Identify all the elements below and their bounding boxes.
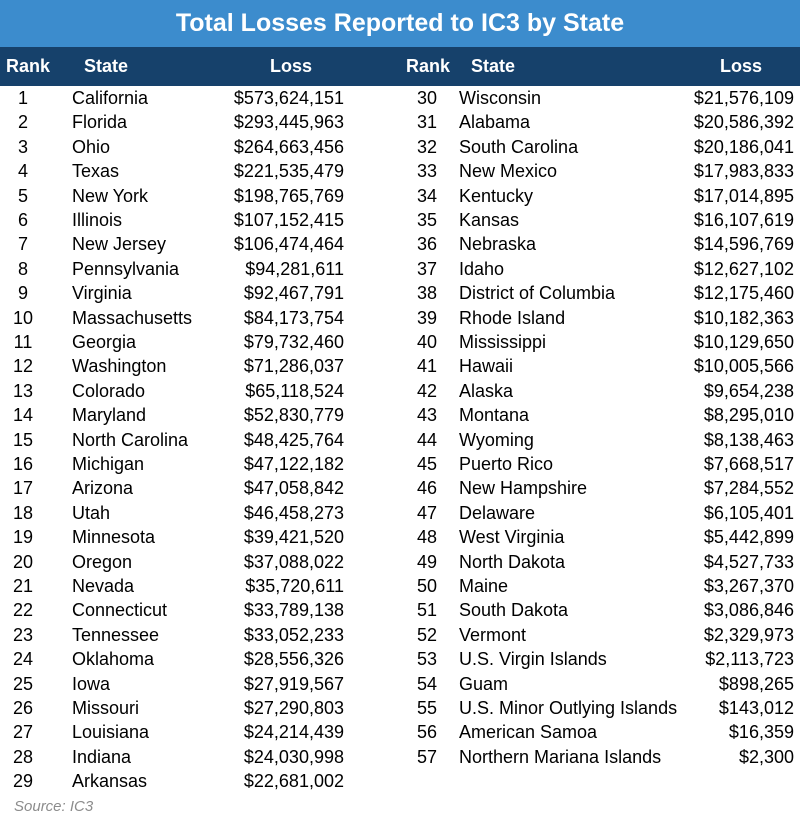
state-cell: Ohio [72, 136, 111, 157]
rank-cell: 33 [416, 161, 438, 182]
loss-cell: $8,138,463 [703, 429, 794, 450]
table-row [0, 184, 800, 208]
rank-cell: 55 [416, 698, 438, 718]
table-row [0, 86, 800, 110]
loss-cell: $2,300 [738, 746, 794, 767]
rank-cell: 45 [416, 454, 438, 474]
table-row [0, 208, 800, 232]
table-row [0, 769, 800, 793]
loss-cell: $264,663,456 [233, 136, 344, 157]
loss-cell: $8,295,010 [703, 405, 794, 426]
loss-cell: $221,535,479 [233, 161, 344, 182]
loss-cell: $20,586,392 [693, 112, 794, 133]
loss-cell: $24,214,439 [243, 722, 344, 743]
loss-cell: $79,732,460 [243, 332, 344, 352]
loss-cell: $24,030,998 [243, 746, 344, 767]
rank-cell: 9 [17, 283, 28, 304]
rank-cell: 36 [416, 234, 438, 255]
state-cell: Kentucky [459, 185, 534, 206]
rank-cell: 3 [17, 136, 28, 157]
loss-cell: $20,186,041 [693, 136, 794, 157]
state-cell: Oklahoma [72, 649, 155, 670]
loss-cell: $46,458,273 [243, 502, 344, 523]
rank-cell: 46 [416, 478, 438, 499]
rank-cell: 16 [12, 454, 34, 474]
state-cell: District of Columbia [459, 283, 616, 304]
header-loss-left: Loss [270, 56, 313, 76]
loss-cell: $14,596,769 [693, 234, 794, 255]
loss-cell: $92,467,791 [243, 283, 344, 304]
table-row [0, 403, 800, 427]
header-rank-right: Rank [406, 56, 451, 76]
rank-cell: 17 [12, 478, 34, 499]
loss-cell: $16,359 [728, 722, 794, 743]
state-cell: New Jersey [72, 234, 167, 255]
table-row [0, 623, 800, 647]
loss-cell: $107,152,415 [233, 210, 344, 230]
rank-cell: 15 [12, 429, 34, 450]
table-row [0, 379, 800, 403]
loss-cell: $10,129,650 [693, 332, 794, 352]
table-row [0, 501, 800, 525]
state-cell: Washington [72, 356, 167, 377]
header-loss-right: Loss [720, 56, 763, 76]
loss-cell: $898,265 [718, 673, 794, 694]
state-cell: Connecticut [72, 600, 168, 621]
rank-cell: 30 [416, 88, 438, 108]
state-cell: Georgia [72, 332, 137, 352]
state-cell: Puerto Rico [459, 454, 554, 474]
state-cell: Illinois [72, 210, 123, 230]
state-cell: Missouri [72, 698, 140, 718]
rank-cell: 48 [416, 527, 438, 548]
state-cell: Nebraska [459, 234, 537, 255]
rank-cell: 25 [12, 673, 34, 694]
state-cell: Idaho [459, 258, 505, 279]
state-cell: Alabama [459, 112, 531, 133]
state-cell: Kansas [459, 210, 520, 230]
header-state-right: State [471, 56, 516, 76]
rank-cell: 26 [12, 698, 34, 718]
rank-cell: 38 [416, 283, 438, 304]
state-cell: Northern Mariana Islands [459, 746, 662, 767]
state-cell: Arkansas [72, 771, 148, 792]
loss-cell: $27,290,803 [243, 698, 344, 718]
state-cell: California [72, 88, 149, 108]
source-note: Source: IC3 [14, 798, 94, 815]
table-header [0, 47, 800, 86]
state-cell: Michigan [72, 454, 145, 474]
table-row [0, 135, 800, 159]
loss-cell: $17,983,833 [693, 161, 794, 182]
loss-cell: $198,765,769 [233, 185, 344, 206]
state-cell: American Samoa [459, 722, 598, 743]
state-cell: Tennessee [72, 624, 160, 645]
state-cell: New Mexico [459, 161, 558, 182]
loss-cell: $27,919,567 [243, 673, 344, 694]
state-cell: North Carolina [72, 429, 189, 450]
rank-cell: 43 [416, 405, 438, 426]
rank-cell: 22 [12, 600, 34, 621]
rank-cell: 12 [12, 356, 34, 377]
table-row [0, 696, 800, 720]
rank-cell: 52 [416, 624, 438, 645]
rank-cell: 32 [416, 136, 438, 157]
table-row [0, 574, 800, 598]
state-cell: Minnesota [72, 527, 156, 548]
rank-cell: 24 [12, 649, 34, 670]
state-cell: West Virginia [459, 527, 565, 548]
loss-cell: $10,005,566 [693, 356, 794, 377]
loss-cell: $22,681,002 [243, 771, 344, 792]
loss-cell: $4,527,733 [703, 551, 794, 572]
rank-cell: 8 [17, 258, 28, 279]
rank-cell: 5 [17, 185, 28, 206]
table-row [0, 598, 800, 622]
rank-cell: 34 [416, 185, 438, 206]
rank-cell: 11 [13, 332, 33, 352]
loss-cell: $94,281,611 [245, 258, 344, 279]
header-state-left: State [84, 56, 129, 76]
table-row [0, 306, 800, 330]
loss-cell: $65,118,524 [245, 380, 344, 401]
rank-cell: 37 [416, 258, 438, 279]
loss-cell: $52,830,779 [243, 405, 344, 426]
state-cell: Florida [72, 112, 128, 133]
state-cell: Wyoming [459, 429, 534, 450]
state-cell: U.S. Minor Outlying Islands [459, 698, 678, 718]
state-cell: Montana [459, 405, 530, 426]
rank-cell: 7 [17, 234, 28, 255]
loss-cell: $28,556,326 [243, 649, 344, 670]
table-row [0, 159, 800, 183]
loss-cell: $17,014,895 [693, 185, 794, 206]
rank-cell: 40 [416, 332, 438, 352]
loss-cell: $84,173,754 [243, 307, 344, 328]
table-row [0, 525, 800, 549]
state-cell: Utah [72, 502, 111, 523]
loss-cell: $12,175,460 [693, 283, 794, 304]
loss-cell: $16,107,619 [693, 210, 794, 230]
loss-cell: $12,627,102 [693, 258, 794, 279]
rank-cell: 57 [416, 746, 438, 767]
rank-cell: 10 [12, 307, 34, 328]
rank-cell: 29 [12, 771, 34, 792]
table-row [0, 354, 800, 378]
state-cell: Oregon [72, 551, 133, 572]
state-cell: Pennsylvania [72, 258, 180, 279]
table-row [0, 232, 800, 256]
state-cell: Guam [459, 673, 509, 694]
state-cell: Maine [459, 576, 509, 596]
loss-cell: $3,267,370 [703, 576, 794, 596]
state-cell: Iowa [72, 673, 111, 694]
rank-cell: 50 [416, 576, 438, 596]
table-row [0, 281, 800, 305]
state-cell: Alaska [459, 380, 514, 401]
rank-cell: 41 [416, 356, 438, 377]
rank-cell: 42 [416, 380, 438, 401]
loss-cell: $47,122,182 [243, 454, 344, 474]
rank-cell: 51 [416, 600, 438, 621]
table-row [0, 647, 800, 671]
table-row [0, 428, 800, 452]
state-cell: Massachusetts [72, 307, 193, 328]
rank-cell: 28 [12, 746, 34, 767]
rank-cell: 27 [12, 722, 34, 743]
loss-cell: $35,720,611 [245, 576, 344, 596]
title-banner [0, 0, 800, 47]
state-cell: North Dakota [459, 551, 566, 572]
loss-cell: $293,445,963 [233, 112, 344, 133]
loss-cell: $3,086,846 [703, 600, 794, 621]
loss-cell: $2,113,723 [705, 649, 794, 670]
state-cell: Virginia [72, 283, 132, 304]
rank-cell: 54 [416, 673, 438, 694]
state-cell: Louisiana [72, 722, 150, 743]
table-row [0, 476, 800, 500]
rank-cell: 31 [416, 112, 438, 133]
table-row [0, 110, 800, 134]
rank-cell: 56 [416, 722, 438, 743]
table-row [0, 452, 800, 476]
rank-cell: 13 [12, 380, 34, 401]
state-cell: Indiana [72, 746, 132, 767]
table-row [0, 745, 800, 769]
rank-cell: 1 [17, 88, 28, 108]
rank-cell: 19 [12, 527, 34, 548]
loss-cell: $21,576,109 [693, 88, 794, 108]
loss-cell: $37,088,022 [243, 551, 344, 572]
rank-cell: 53 [416, 649, 438, 670]
rank-cell: 49 [416, 551, 438, 572]
loss-cell: $71,286,037 [243, 356, 344, 377]
state-cell: South Carolina [459, 136, 579, 157]
loss-cell: $10,182,363 [693, 307, 794, 328]
loss-cell: $33,789,138 [243, 600, 344, 621]
loss-cell: $47,058,842 [243, 478, 344, 499]
loss-cell: $9,654,238 [703, 380, 794, 401]
state-cell: Colorado [72, 380, 146, 401]
rank-cell: 18 [12, 502, 34, 523]
state-cell: Mississippi [459, 332, 547, 352]
loss-cell: $7,668,517 [703, 454, 794, 474]
rank-cell: 23 [12, 624, 34, 645]
state-cell: Hawaii [459, 356, 514, 377]
state-cell: Vermont [459, 624, 527, 645]
loss-cell: $106,474,464 [233, 234, 344, 255]
state-cell: New Hampshire [459, 478, 588, 499]
loss-cell: $33,052,233 [243, 624, 344, 645]
state-cell: Maryland [72, 405, 147, 426]
loss-cell: $39,421,520 [243, 527, 344, 548]
rank-cell: 2 [17, 112, 28, 133]
rank-cell: 44 [416, 429, 438, 450]
rank-cell: 21 [12, 576, 34, 596]
rank-cell: 14 [12, 405, 34, 426]
state-cell: Arizona [72, 478, 134, 499]
state-cell: Wisconsin [459, 88, 542, 108]
state-cell: Nevada [72, 576, 135, 596]
state-cell: South Dakota [459, 600, 569, 621]
loss-cell: $143,012 [718, 698, 794, 718]
loss-cell: $2,329,973 [703, 624, 794, 645]
rank-cell: 47 [416, 502, 438, 523]
rank-cell: 4 [17, 161, 28, 182]
state-cell: Rhode Island [459, 307, 566, 328]
state-cell: Texas [72, 161, 120, 182]
state-cell: U.S. Virgin Islands [459, 649, 607, 670]
table-row [0, 330, 800, 354]
rank-cell: 6 [17, 210, 28, 230]
page-title: Total Losses Reported to IC3 by State [175, 9, 625, 37]
rank-cell: 39 [416, 307, 438, 328]
table-row [0, 257, 800, 281]
rank-cell: 20 [12, 551, 34, 572]
state-cell: Delaware [459, 502, 536, 523]
loss-cell: $5,442,899 [703, 527, 794, 548]
state-cell: New York [72, 185, 149, 206]
header-rank-left: Rank [6, 56, 51, 76]
loss-cell: $7,284,552 [703, 478, 794, 499]
table-row [0, 550, 800, 574]
table-row [0, 720, 800, 744]
rank-cell: 35 [416, 210, 438, 230]
table-row [0, 672, 800, 696]
loss-cell: $48,425,764 [243, 429, 344, 450]
loss-cell: $6,105,401 [703, 502, 794, 523]
loss-cell: $573,624,151 [233, 88, 344, 108]
